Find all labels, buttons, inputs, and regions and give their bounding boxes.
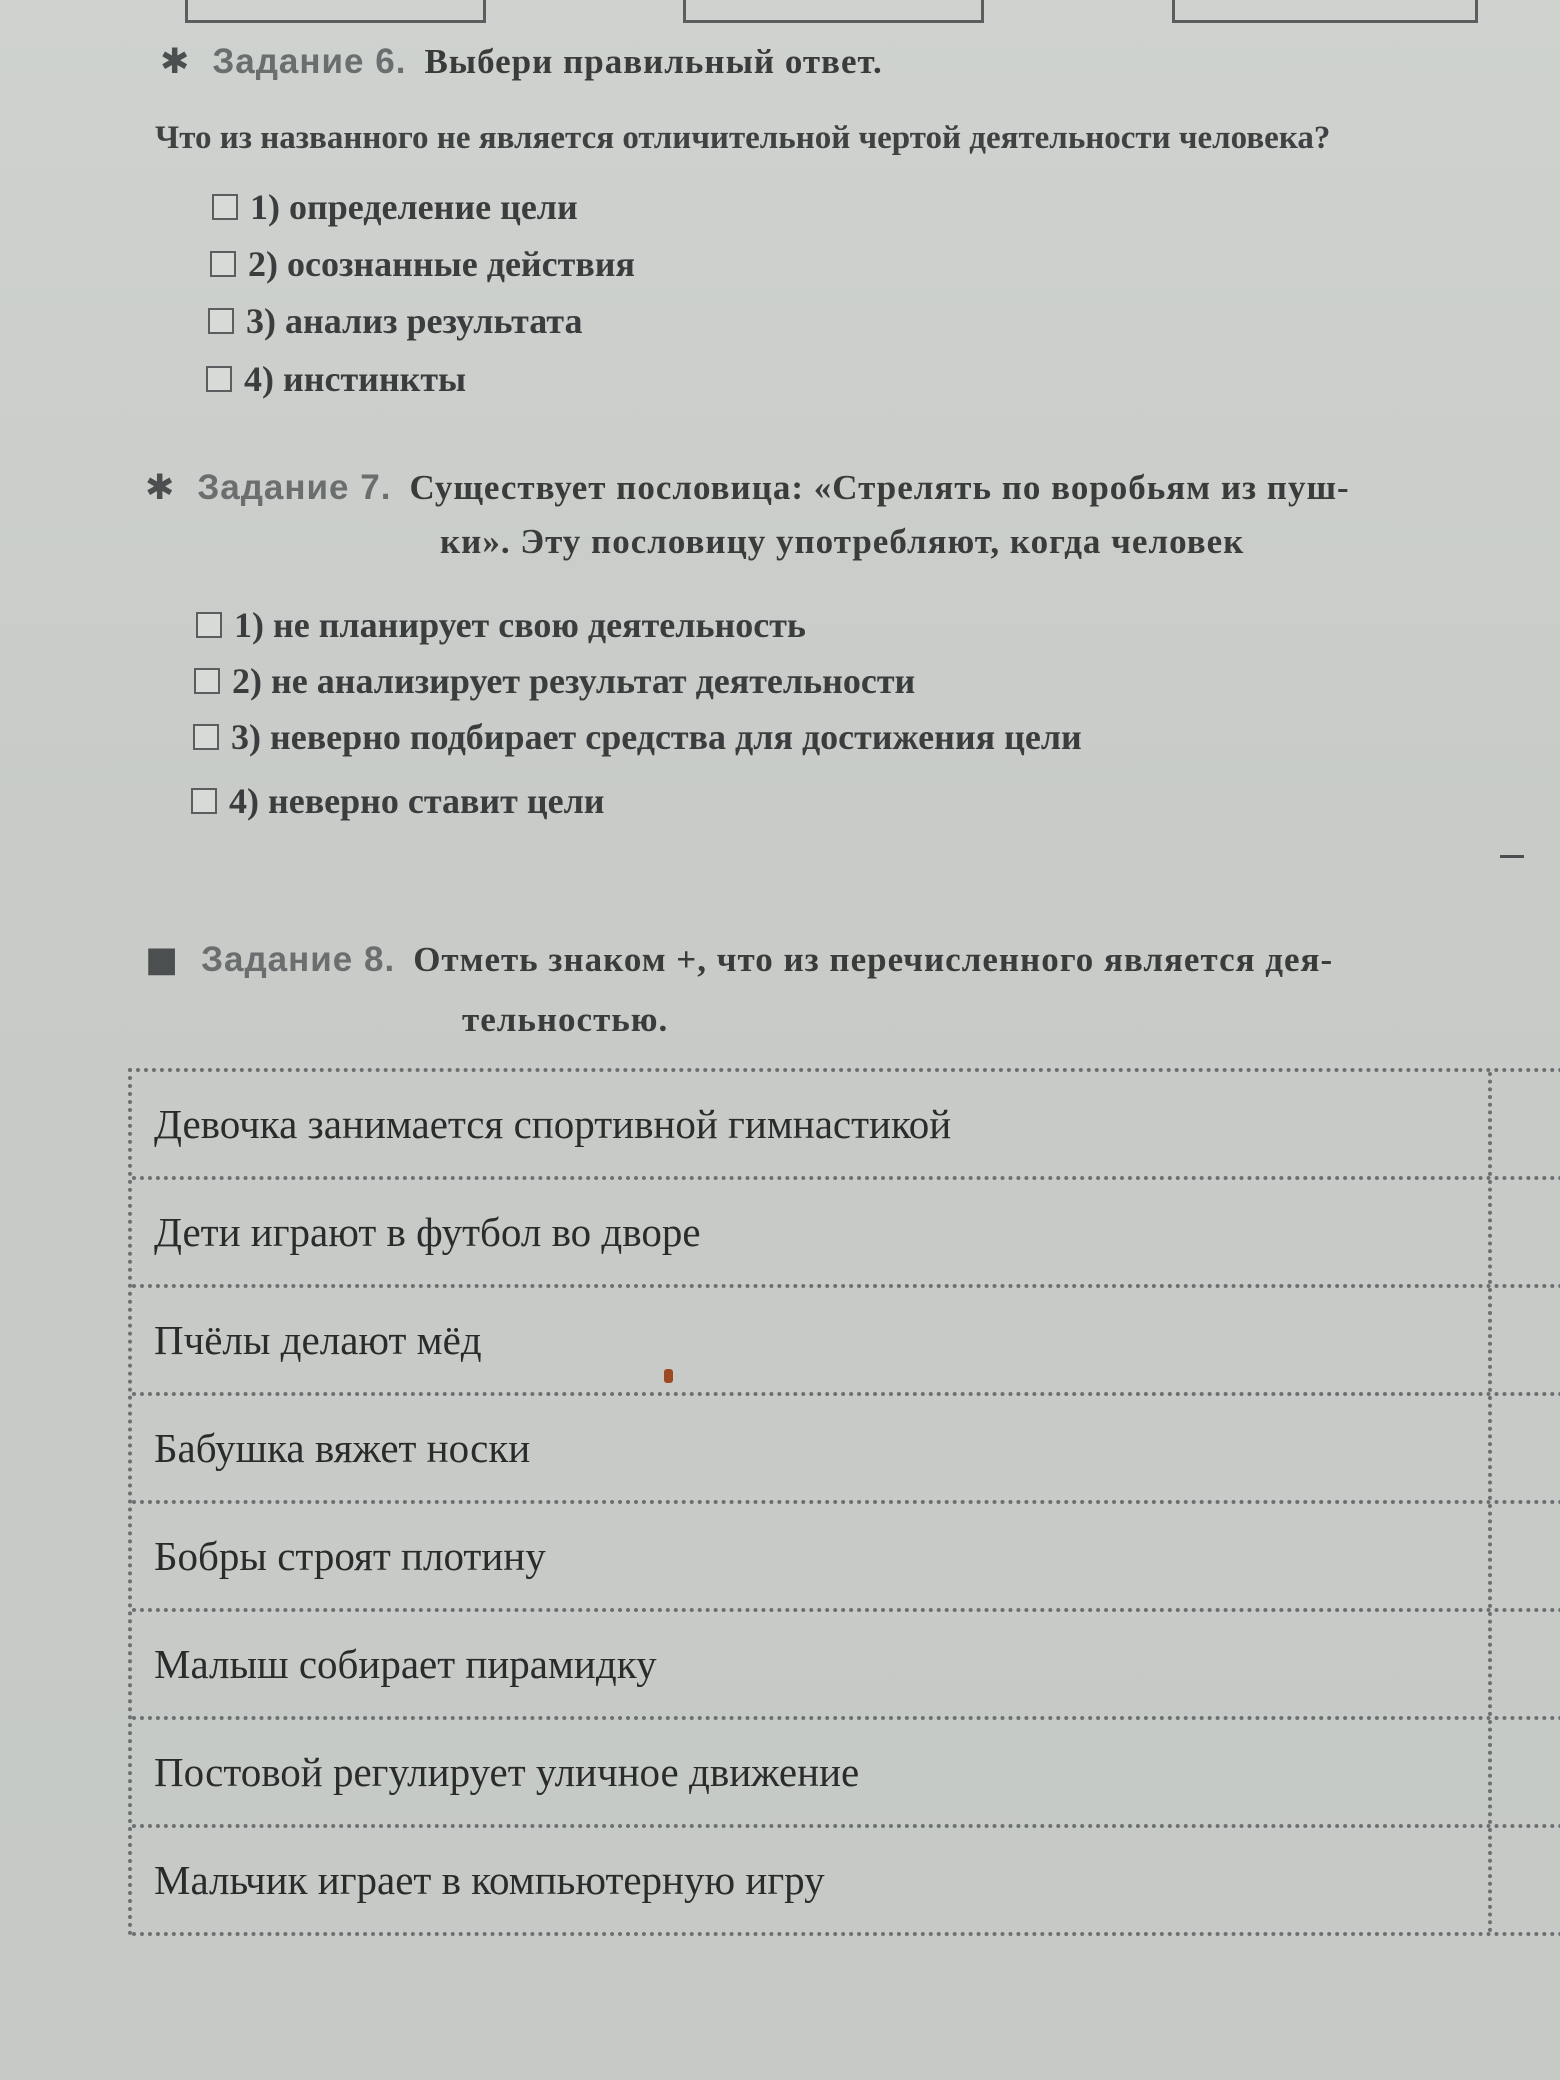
task-marker-icon: ✱ bbox=[160, 42, 191, 82]
table-row bbox=[132, 1828, 1560, 1936]
task6-instruction: Выбери правильный ответ. bbox=[424, 42, 883, 81]
activity-label: Мальчик играет в компьютерную игру bbox=[154, 1857, 825, 1903]
option-label: 4) неверно ставит цели bbox=[229, 781, 605, 821]
task8-text-line2: тельностью. bbox=[462, 1000, 669, 1039]
answer-box-remnant bbox=[683, 0, 984, 23]
mark-cell[interactable] bbox=[1488, 1612, 1492, 1716]
checkbox[interactable] bbox=[208, 308, 234, 334]
checkbox[interactable] bbox=[212, 194, 238, 220]
task6-heading bbox=[160, 42, 883, 82]
task7-text-line1: Существует пословица: «Стрелять по воробьям из пуш- bbox=[409, 468, 1350, 507]
task7-option[interactable] bbox=[196, 604, 806, 646]
divider-mark bbox=[1500, 855, 1524, 858]
task8-text-line1: Отметь знаком +, что из перечисленного является дея- bbox=[413, 940, 1334, 979]
table-row bbox=[132, 1288, 1560, 1396]
activity-label: Пчёлы делают мёд bbox=[154, 1317, 482, 1363]
activity-table bbox=[128, 1068, 1560, 1936]
table-row bbox=[132, 1396, 1560, 1504]
option-label: 1) определение цели bbox=[250, 187, 578, 227]
table-row bbox=[132, 1612, 1560, 1720]
mark-cell[interactable] bbox=[1488, 1504, 1492, 1608]
answer-box-remnant bbox=[1172, 0, 1478, 23]
activity-label: Постовой регулирует уличное движение bbox=[154, 1749, 860, 1795]
task6-option[interactable] bbox=[210, 243, 635, 285]
option-label: 2) не анализирует результат деятельности bbox=[232, 661, 916, 701]
activity-label: Дети играют в футбол во дворе bbox=[154, 1209, 701, 1255]
task6-option[interactable] bbox=[206, 358, 466, 400]
task7-option[interactable] bbox=[194, 660, 915, 702]
task8-heading bbox=[145, 940, 1333, 980]
option-label: 3) анализ результата bbox=[246, 301, 583, 341]
task6-option[interactable] bbox=[208, 300, 582, 342]
table-row bbox=[132, 1072, 1560, 1180]
activity-label: Бабушка вяжет носки bbox=[154, 1425, 531, 1471]
task8-label: Задание 8. bbox=[201, 940, 396, 979]
mark-cell[interactable] bbox=[1488, 1072, 1492, 1176]
task-marker-icon: ✱ bbox=[145, 468, 176, 508]
activity-label: Бобры строят плотину bbox=[154, 1533, 546, 1579]
table-row bbox=[132, 1504, 1560, 1612]
task-marker-icon: ■ bbox=[145, 940, 180, 980]
checkbox[interactable] bbox=[206, 366, 232, 392]
task8-heading-cont bbox=[462, 1000, 668, 1040]
task7-option[interactable] bbox=[193, 716, 1082, 758]
option-label: 3) неверно подбирает средства для достижения цели bbox=[231, 717, 1082, 757]
option-label: 1) не планирует свою деятельность bbox=[234, 605, 806, 645]
answer-box-remnant bbox=[185, 0, 486, 23]
option-label: 2) осознанные действия bbox=[248, 244, 635, 284]
task7-option[interactable] bbox=[191, 780, 605, 822]
mark-cell[interactable] bbox=[1488, 1828, 1492, 1932]
task6-label: Задание 6. bbox=[212, 42, 407, 81]
mark-cell[interactable] bbox=[1488, 1288, 1492, 1392]
mark-cell[interactable] bbox=[1488, 1720, 1492, 1824]
mark-cell[interactable] bbox=[1488, 1396, 1492, 1500]
task6-question: Что из названного не является отличительной чертой деятельности человека? bbox=[155, 120, 1331, 156]
task7-heading bbox=[145, 468, 1350, 508]
checkbox[interactable] bbox=[193, 724, 219, 750]
task7-text-line2: ки». Эту пословицу употребляют, когда человек bbox=[440, 522, 1245, 561]
checkbox[interactable] bbox=[196, 612, 222, 638]
activity-label: Девочка занимается спортивной гимнастикой bbox=[154, 1101, 952, 1147]
mark-cell[interactable] bbox=[1488, 1180, 1492, 1284]
checkbox[interactable] bbox=[194, 668, 220, 694]
table-row bbox=[132, 1180, 1560, 1288]
ink-stain bbox=[664, 1369, 673, 1383]
activity-label: Малыш собирает пирамидку bbox=[154, 1641, 657, 1687]
checkbox[interactable] bbox=[210, 251, 236, 277]
task7-heading-cont bbox=[440, 522, 1244, 562]
task7-label: Задание 7. bbox=[197, 468, 392, 507]
table-row bbox=[132, 1720, 1560, 1828]
option-label: 4) инстинкты bbox=[244, 359, 467, 399]
task6-option[interactable] bbox=[212, 186, 578, 228]
checkbox[interactable] bbox=[191, 788, 217, 814]
